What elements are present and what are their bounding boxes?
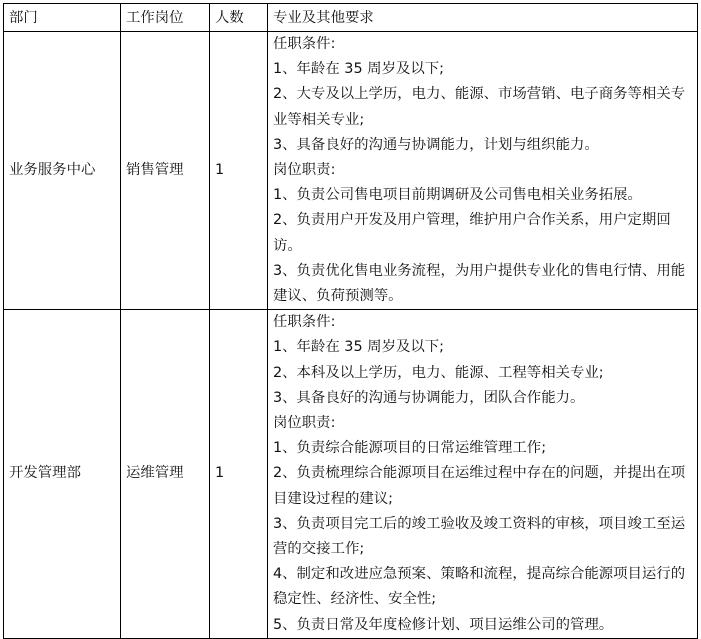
count-cell: 1 <box>210 310 268 639</box>
department-cell: 业务服务中心 <box>4 32 121 310</box>
requirement-line: 岗位职责: <box>273 415 336 432</box>
requirement-line: 任职条件: <box>273 314 336 331</box>
requirement-line: 任职条件: <box>273 36 336 52</box>
requirements-cell <box>268 32 698 310</box>
position-cell: 销售管理 <box>121 32 210 310</box>
requirement-line: 3、负责优化售电业务流程，为用户提供专业化的售电行情、用能建议、负荷预测等。 <box>273 262 686 305</box>
header-requirements: 专业及其他要求 <box>268 4 698 32</box>
requirement-line: 3、具备良好的沟通与协调能力，团队合作能力。 <box>273 389 585 406</box>
recruitment-table <box>3 3 698 639</box>
count-cell: 1 <box>210 32 268 310</box>
requirement-line: 4、制定和改进应急预案、策略和流程，提高综合能源项目运行的稳定性、经济性、安全性; <box>273 566 686 608</box>
requirements-cell <box>268 310 698 639</box>
requirement-line: 2、大专及以上学历，电力、能源、市场营销、电子商务等相关专业等相关专业; <box>273 86 686 128</box>
requirement-line: 2、本科及以上学历，电力、能源、工程等相关专业; <box>273 364 604 381</box>
requirement-line: 2、负责用户开发及用户管理，维护用户合作关系，用户定期回访。 <box>273 212 671 254</box>
requirement-line: 3、具备良好的沟通与协调能力，计划与组织能力。 <box>273 136 599 153</box>
department-cell: 开发管理部 <box>4 310 121 639</box>
position-cell: 运维管理 <box>121 310 210 639</box>
requirement-line: 5、负责日常及年度检修计划、项目运维公司的管理。 <box>273 616 614 633</box>
header-department: 部门 <box>4 4 121 32</box>
requirement-line: 1、年龄在 35 周岁及以下; <box>273 61 444 78</box>
header-position: 工作岗位 <box>121 4 210 32</box>
requirement-line: 1、负责公司售电项目前期调研及公司售电相关业务拓展。 <box>273 187 642 204</box>
header-count: 人数 <box>210 4 268 32</box>
table-row <box>4 32 698 310</box>
requirement-line: 岗位职责: <box>273 162 336 179</box>
requirement-line: 1、年龄在 35 周岁及以下; <box>273 339 444 356</box>
requirement-line: 1、负责综合能源项目的日常运维管理工作; <box>273 440 547 457</box>
header-row <box>4 4 698 32</box>
requirement-line: 3、负责项目完工后的竣工验收及竣工资料的审核，项目竣工至运营的交接工作; <box>273 515 686 558</box>
requirement-line: 2、负责梳理综合能源项目在运维过程中存在的问题，并提出在项目建设过程的建议; <box>273 465 686 507</box>
table-row <box>4 310 698 639</box>
